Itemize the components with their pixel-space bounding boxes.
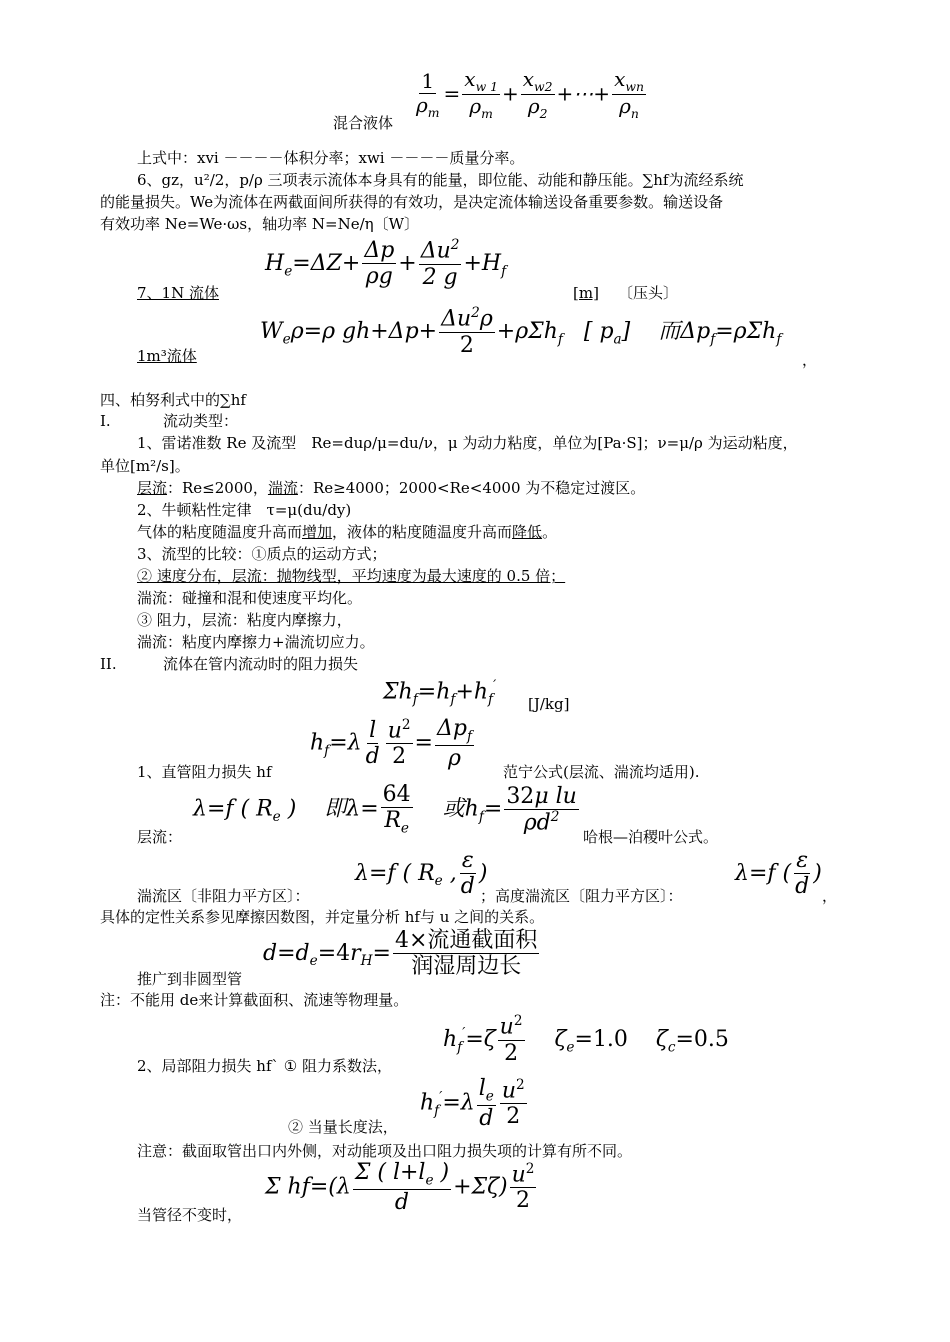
newton-law: 2、牛顿粘性定律 τ=μ(du/dy) xyxy=(137,501,352,519)
increase-word: 增加 xyxy=(302,523,333,541)
hydraulic-diameter-formula: $d=d_e=4r_H=$ $\frac{\text{4×流通截面积}}{\text{润湿周边长}}$ xyxy=(263,928,538,980)
item7-unit-note: 〔压头〕 xyxy=(618,284,679,302)
part2-title: 流体在管内流动时的阻力损失 xyxy=(163,655,359,673)
total-loss-formula: $\Sigma h_f=h_f+h_f'$ xyxy=(383,678,497,708)
compare-5: 湍流：粘度内摩擦力+湍流切应力。 xyxy=(137,633,375,651)
fanning-note: 范宁公式(层流、湍流均适用). xyxy=(503,763,700,781)
laminar-label-2: 层流： xyxy=(137,828,183,846)
reynolds-line2: 单位[m²/s]。 xyxy=(100,457,190,475)
compare-3: 湍流：碰撞和混和使速度平均化。 xyxy=(137,589,363,607)
zeta-e-value: 1.0 xyxy=(592,1026,628,1052)
turbulent-friction-formula: λ=f ( $R_e$ , $\frac{\varepsilon}{d}$ ) xyxy=(355,848,488,900)
hagen-poiseuille: 哈根—泊稷叶公式。 xyxy=(583,828,719,846)
turbulent-zone: 湍流区〔非阻力平方区〕： xyxy=(137,887,310,905)
comma-2: ， xyxy=(822,887,838,905)
friction-chart-note: 具体的定性关系参见摩擦因数图，并定量分析 hf与 u 之间的关系。 xyxy=(100,908,545,926)
head-formula: $H_e=\Delta Z+$ $\frac{\Delta p}{\rho g}$ + $\frac{\Delta u^2}{2 g}$ $+H_f$ xyxy=(265,237,507,290)
part1-number: I. xyxy=(100,412,111,430)
visc-text-b: ，液体的粘度随温度升高而 xyxy=(332,523,513,541)
decrease-word: 降低 xyxy=(512,523,543,541)
rough-friction-formula: λ=f ( $\frac{\varepsilon}{d}$ ) xyxy=(735,848,822,900)
visc-text-a: 气体的粘度随温度升高而 xyxy=(137,523,303,541)
item7-label2: 1m³流体 xyxy=(137,347,197,365)
zeta-c-value: 0.5 xyxy=(693,1026,729,1052)
flow-regimes xyxy=(137,478,645,498)
laminar-friction-formula: λ=f ( $R_e$ ) 即λ= $\frac{64}{R_e}$ 或$h_f=$ $\frac{\text{32μ lu}}{\rho d^2}$ xyxy=(193,782,577,837)
mixture-label: 混合液体 xyxy=(333,114,394,132)
equivalent-length-label: ② 当量长度法， xyxy=(288,1118,398,1136)
viscosity-temperature xyxy=(137,522,557,542)
work-pressure-formula: $W_e\rho=\rho$ gh+Δp+ $\frac{\Delta u^2\rho}{2}$ +ρΣh$_f$ [ $p_a$] 而$\Delta p_f=\rho\Sigma h_f$ xyxy=(260,305,782,358)
high-turbulent-zone: ；高度湍流区〔阻力平方区〕： xyxy=(480,887,683,905)
fanning-formula: $h_f=\lambda$ $\frac{l}{d}$ $\frac{u^2}{2}$ = $\frac{\Delta p_f}{\rho}$ xyxy=(310,716,473,772)
turbulent-condition: ：Re≥4000；2000<Re<4000 为不稳定过渡区。 xyxy=(297,479,646,497)
section-note: 注意：截面取管出口内外侧，对动能项及出口阻力损失项的计算有所不同。 xyxy=(137,1142,633,1160)
laminar-condition: ：Re≤2000， xyxy=(167,479,268,497)
part2-number: II. xyxy=(100,655,117,673)
item6-line3: 有效功率 Ne=We·ωs，轴功率 N=Ne/η〔W〕 xyxy=(100,215,420,233)
non-circular-pipe: 推广到非圆型管 xyxy=(137,970,243,988)
constant-diameter-label: 当管径不变时， xyxy=(137,1206,243,1224)
local-loss-label: 2、局部阻力损失 hf` ① 阻力系数法， xyxy=(137,1057,393,1075)
comma-1: ， xyxy=(802,351,818,369)
section4-title: 四、柏努利式中的∑hf xyxy=(100,391,246,409)
equivalent-length-formula: $h_f'=\lambda$ $\frac{l_e}{d}$ $\frac{u^2}{2}$ xyxy=(420,1076,525,1132)
area-numerator: 4×流通截面积 xyxy=(394,928,538,953)
compare-2: ② 速度分布，层流：抛物线型，平均速度为最大速度的 0.5 倍； xyxy=(137,567,566,585)
compare-1: 3、流型的比较：①质点的运动方式； xyxy=(137,545,387,563)
total-loss-unit: [J/kg] xyxy=(528,695,570,713)
item6-line2: 的能量损失。We为流体在两截面间所获得的有效功，是决定流体输送设备重要参数。输送设备 xyxy=(100,193,724,211)
area-denominator: 润湿周边长 xyxy=(411,954,522,980)
turbulent-label: 湍流 xyxy=(267,479,298,497)
part1-title: 流动类型： xyxy=(163,412,239,430)
item7-unit: [m] xyxy=(573,284,599,302)
compare-4: ③ 阻力，层流：粘度内摩擦力， xyxy=(137,611,352,629)
de-note: 注：不能用 de来计算截面积、流速等物理量。 xyxy=(100,991,409,1009)
mixture-density-formula: $\frac{1}{\rho_m}$ = $\frac{x_{w 1}}{\rho_m}$ + $\frac{x_{w2}}{\rho_2}$ +⋯+ $\frac{x_{wn}}{\rho_n}$ xyxy=(416,67,644,122)
constant-diameter-formula: Σ hf=(λ $\frac{\Sigma ( l+l_e )}{d}$ +Σζ) $\frac{u^2}{2}$ xyxy=(265,1160,535,1216)
reynolds-line1: 1、雷诺准数 Re 及流型 Re=duρ/μ=du/ν，μ 为动力粘度，单位为[Pa·S]；ν=μ/ρ 为运动粘度， xyxy=(137,434,798,452)
local-loss-formula: $h_f'=\zeta$ $\frac{u^2}{2}$ $\zeta_e=1.0$ $\zeta_c=0.5$ xyxy=(443,1013,729,1066)
straight-pipe-loss: 1、直管阻力损失 hf xyxy=(137,763,272,781)
laminar-label: 层流 xyxy=(137,479,168,497)
visc-text-c: 。 xyxy=(542,523,558,541)
item7-label: 7、1N 流体 xyxy=(137,284,219,302)
item6-line1: 6、gz，u²/2，p/ρ 三项表示流体本身具有的能量，即位能、动能和静压能。∑hf为流经系统 xyxy=(137,171,744,189)
fraction-description: 上式中：xvi －－－－体积分率；xwi －－－－质量分率。 xyxy=(137,149,525,167)
